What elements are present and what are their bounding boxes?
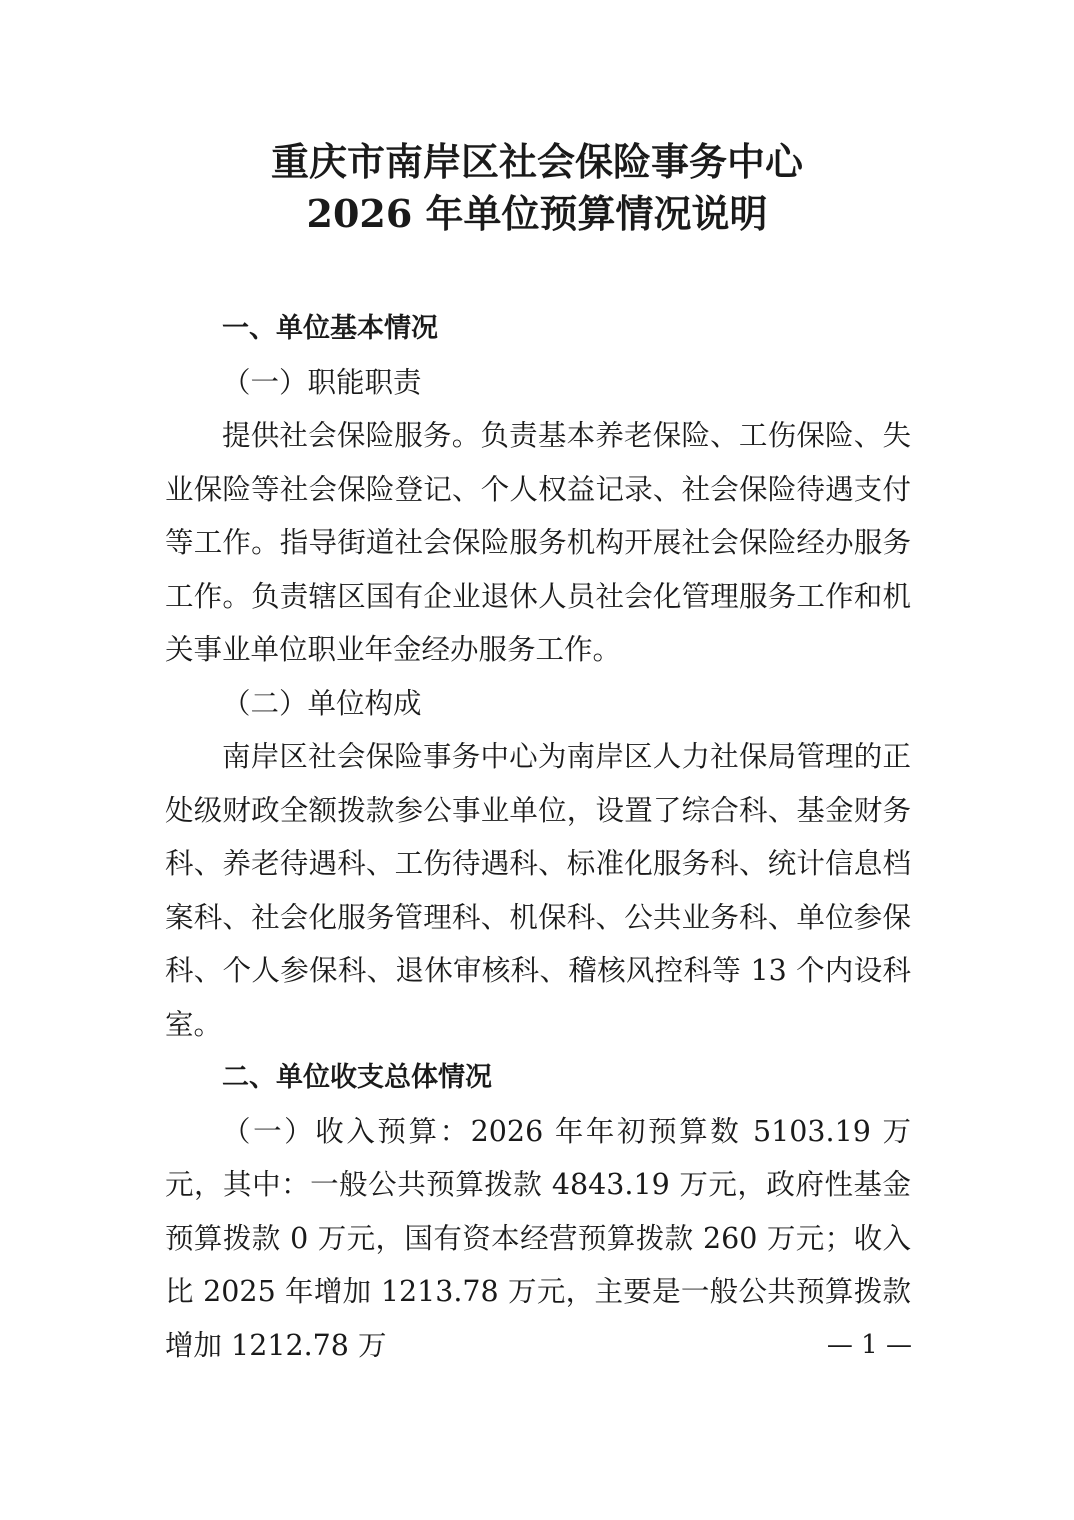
paragraph-functions: 提供社会保险服务。负责基本养老保险、工伤保险、失业保险等社会保险登记、个人权益记录、社会保险待遇支付等工作。指导街道社会保险服务机构开展社会保险经办服务工作。负责辖区国有企业退休人员社会化管理服务工作和机关事业单位职业年金经办服务工作。 bbox=[165, 419, 911, 666]
document-title-line-1: 重庆市南岸区社会保险事务中心 bbox=[270, 139, 803, 184]
document-body bbox=[165, 302, 911, 1372]
document-title-line-2: 2026 年单位预算情况说明 bbox=[306, 191, 768, 236]
subheading-functions: （一）职能职责 bbox=[222, 365, 422, 399]
subheading-composition: （二）单位构成 bbox=[222, 686, 422, 720]
paragraph-composition: 南岸区社会保险事务中心为南岸区人力社保局管理的正处级财政全额拨款参公事业单位，设置了综合科、基金财务科、养老待遇科、工伤待遇科、标准化服务科、统计信息档案科、社会化服务管理科、机保科、公共业务科、单位参保科、个人参保科、退休审核科、稽核风控科等 13 个内设科室。 bbox=[165, 740, 911, 1041]
page-number: — 1 — bbox=[826, 1330, 912, 1360]
section-heading-basic-info: 一、单位基本情况 bbox=[222, 313, 438, 344]
paragraph-revenue-budget: （一）收入预算：2026 年年初预算数 5103.19 万元，其中：一般公共预算拨款 4843.19 万元，政府性基金预算拨款 0 万元，国有资本经营预算拨款 260 万元；收入比 2025 年增加 1213.78 万元，主要是一般公共预算拨款增加 1212.78 万 bbox=[165, 1114, 911, 1362]
section-heading-revenue-expenditure: 二、单位收支总体情况 bbox=[222, 1062, 492, 1093]
